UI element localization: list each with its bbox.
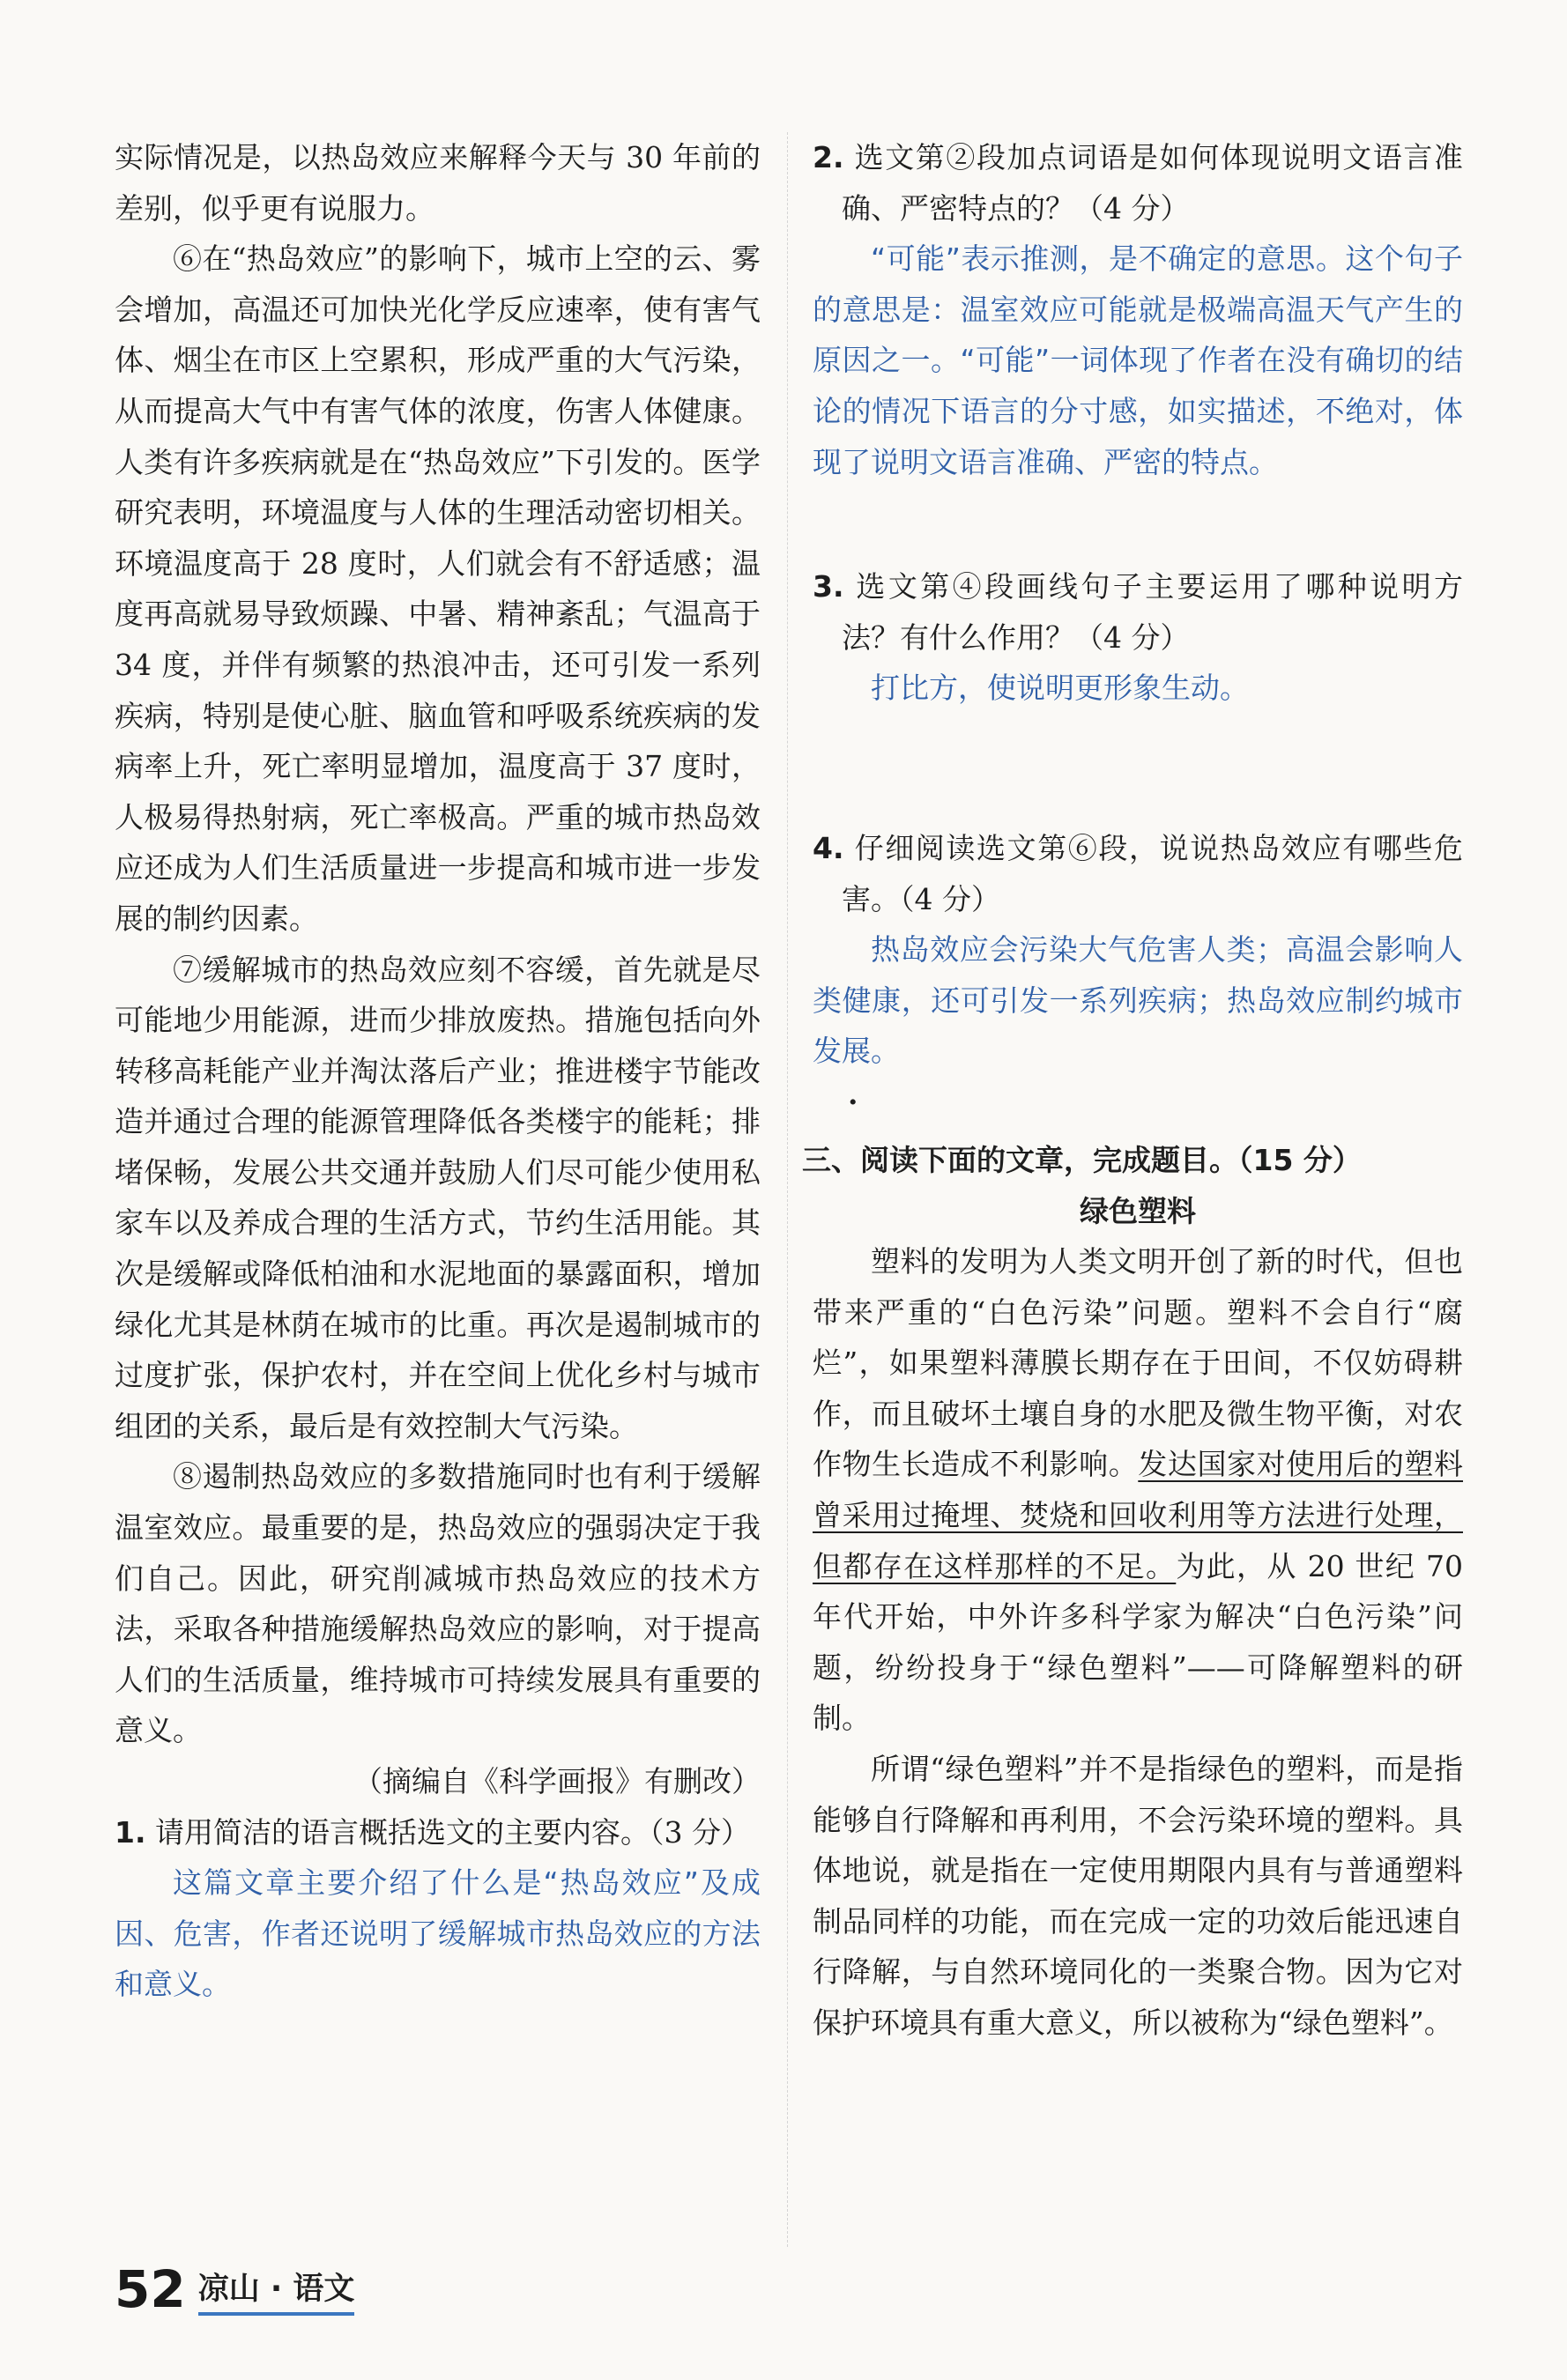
- paragraph-continued: 实际情况是，以热岛效应来解释今天与 30 年前的差别，似乎更有说服力。: [115, 140, 761, 226]
- paragraph-6: ⑥在“热岛效应”的影响下，城市上空的云、雾会增加，高温还可加快光化学反应速率，使有害气体、烟尘在市区上空累积，形成严重的大气污染，从而提高大气中有害气体的浓度，伤害人体健康。人类有许多疾病就是在“热岛效应”下引发的。医学研究表明，环境温度与人体的生理活动密切相关。环境温度高于 28 度时，人们就会有不舒适感；温度再高就易导致烦躁、中暑、精神紊乱；气温高于 34 度，并伴有频繁的热浪冲击，还可引发一系列疾病，特别是使心脏、脑血管和呼吸系统疾病的发病率上升，死亡率明显增加，温度高于 37 度时，人极易得热射病，死亡率极高。严重的城市热岛效应还成为人们生活质量进一步提高和城市进一步发展的制约因素。: [115, 241, 761, 936]
- section-3-heading: 三、阅读下面的文章，完成题目。（15 分）: [802, 1142, 1362, 1177]
- page-footer: [115, 2259, 355, 2319]
- article-title: 绿色塑料: [1080, 1193, 1196, 1228]
- article-paragraph-1-start: 塑料的发明为人类文明开创了新的时代，但也带来严重的“白色污染”问题。塑料不会自行“腐烂”，如果塑料薄膜长期存在于田间，不仅妨碍耕作，而且破坏土壤自身的水肥及微生物平衡，对农作物生长造成不利影响。: [813, 1244, 1463, 1482]
- book-title: 凉山 · 语文: [198, 2272, 355, 2316]
- stray-mark: ·: [848, 1084, 858, 1119]
- answer-4: 热岛效应会污染大气危害人类；高温会影响人类健康，还可引发一系列疾病；热岛效应制约城市发展。: [813, 932, 1463, 1069]
- column-divider: [787, 132, 788, 2247]
- question-2-number: 2.: [813, 140, 844, 174]
- article-paragraph-2: 所谓“绿色塑料”并不是指绿色的塑料，而是指能够自行降解和再利用，不会污染环境的塑料。具体地说，就是指在一定使用期限内具有与普通塑料制品同样的功能，而在完成一定的功效后能迅速自行降解，与自然环境同化的一类聚合物。因为它对保护环境具有重大意义，所以被称为“绿色塑料”。: [813, 1752, 1463, 2040]
- question-3-number: 3.: [813, 569, 844, 604]
- source-citation: （摘编自《科学画报》有删改）: [353, 1764, 761, 1798]
- article-paragraph-1: [813, 1236, 1463, 1744]
- question-4-number: 4.: [813, 830, 844, 865]
- answer-space: [813, 714, 1463, 823]
- underlined-sentence: 发达国家对使用后的塑料曾采用过掩埋、焚烧和回收利用等方法进行处理，但都存在这样那样的不足。: [813, 1447, 1464, 1583]
- answer-space: [813, 487, 1463, 561]
- question-1: [115, 1807, 761, 1858]
- answer-1: 这篇文章主要介绍了什么是“热岛效应”及成因、危害，作者还说明了缓解城市热岛效应的方法和意义。: [115, 1865, 761, 2002]
- paragraph-8: ⑧遏制热岛效应的多数措施同时也有利于缓解温室效应。最重要的是，热岛效应的强弱决定于我们自己。因此，研究削减城市热岛效应的技术方法，采取各种措施缓解热岛效应的影响，对于提高人们的生活质量，维持城市可持续发展具有重要的意义。: [115, 1459, 761, 1748]
- question-2: [813, 132, 1463, 234]
- question-4-text: 仔细阅读选文第⑥段，说说热岛效应有哪些危害。（4 分）: [842, 830, 1463, 916]
- question-2-text: 选文第②段加点词语是如何体现说明文语言准确、严密特点的？（4 分）: [842, 140, 1463, 226]
- page-number: 52: [115, 2259, 186, 2319]
- left-column: [115, 132, 761, 2010]
- question-1-text: 请用简洁的语言概括选文的主要内容。（3 分）: [155, 1814, 750, 1850]
- question-3: [813, 561, 1463, 663]
- article-paragraph-1-end: 为此，从 20 世纪 70 年代开始，中外许多科学家为解决“白色污染”问题，纷纷投身于“绿色塑料”——可降解塑料的研制。: [813, 1548, 1463, 1736]
- question-3-text: 选文第④段画线句子主要运用了哪种说明方法？有什么作用？（4 分）: [842, 569, 1464, 655]
- question-4: [813, 823, 1463, 924]
- paragraph-7: ⑦缓解城市的热岛效应刻不容缓，首先就是尽可能地少用能源，进而少排放废热。措施包括向外转移高耗能产业并淘汰落后产业；推进楼宇节能改造并通过合理的能源管理降低各类楼宇的能耗；排堵保畅，发展公共交通并鼓励人们尽可能少使用私家车以及养成合理的生活方式，节约生活用能。其次是缓解或降低柏油和水泥地面的暴露面积，增加绿化尤其是林荫在城市的比重。再次是遏制城市的过度扩张，保护农村，并在空间上优化乡村与城市组团的关系，最后是有效控制大气污染。: [115, 952, 761, 1443]
- answer-3: 打比方，使说明更形象生动。: [871, 671, 1249, 706]
- right-column: [802, 132, 1464, 2049]
- question-1-number: 1.: [115, 1814, 146, 1850]
- answer-2: “可能”表示推测，是不确定的意思。这个句子的意思是：温室效应可能就是极端高温天气产生的原因之一。“可能”一词体现了作者在没有确切的结论的情况下语言的分寸感，如实描述，不绝对，体现了说明文语言准确、严密的特点。: [813, 241, 1463, 479]
